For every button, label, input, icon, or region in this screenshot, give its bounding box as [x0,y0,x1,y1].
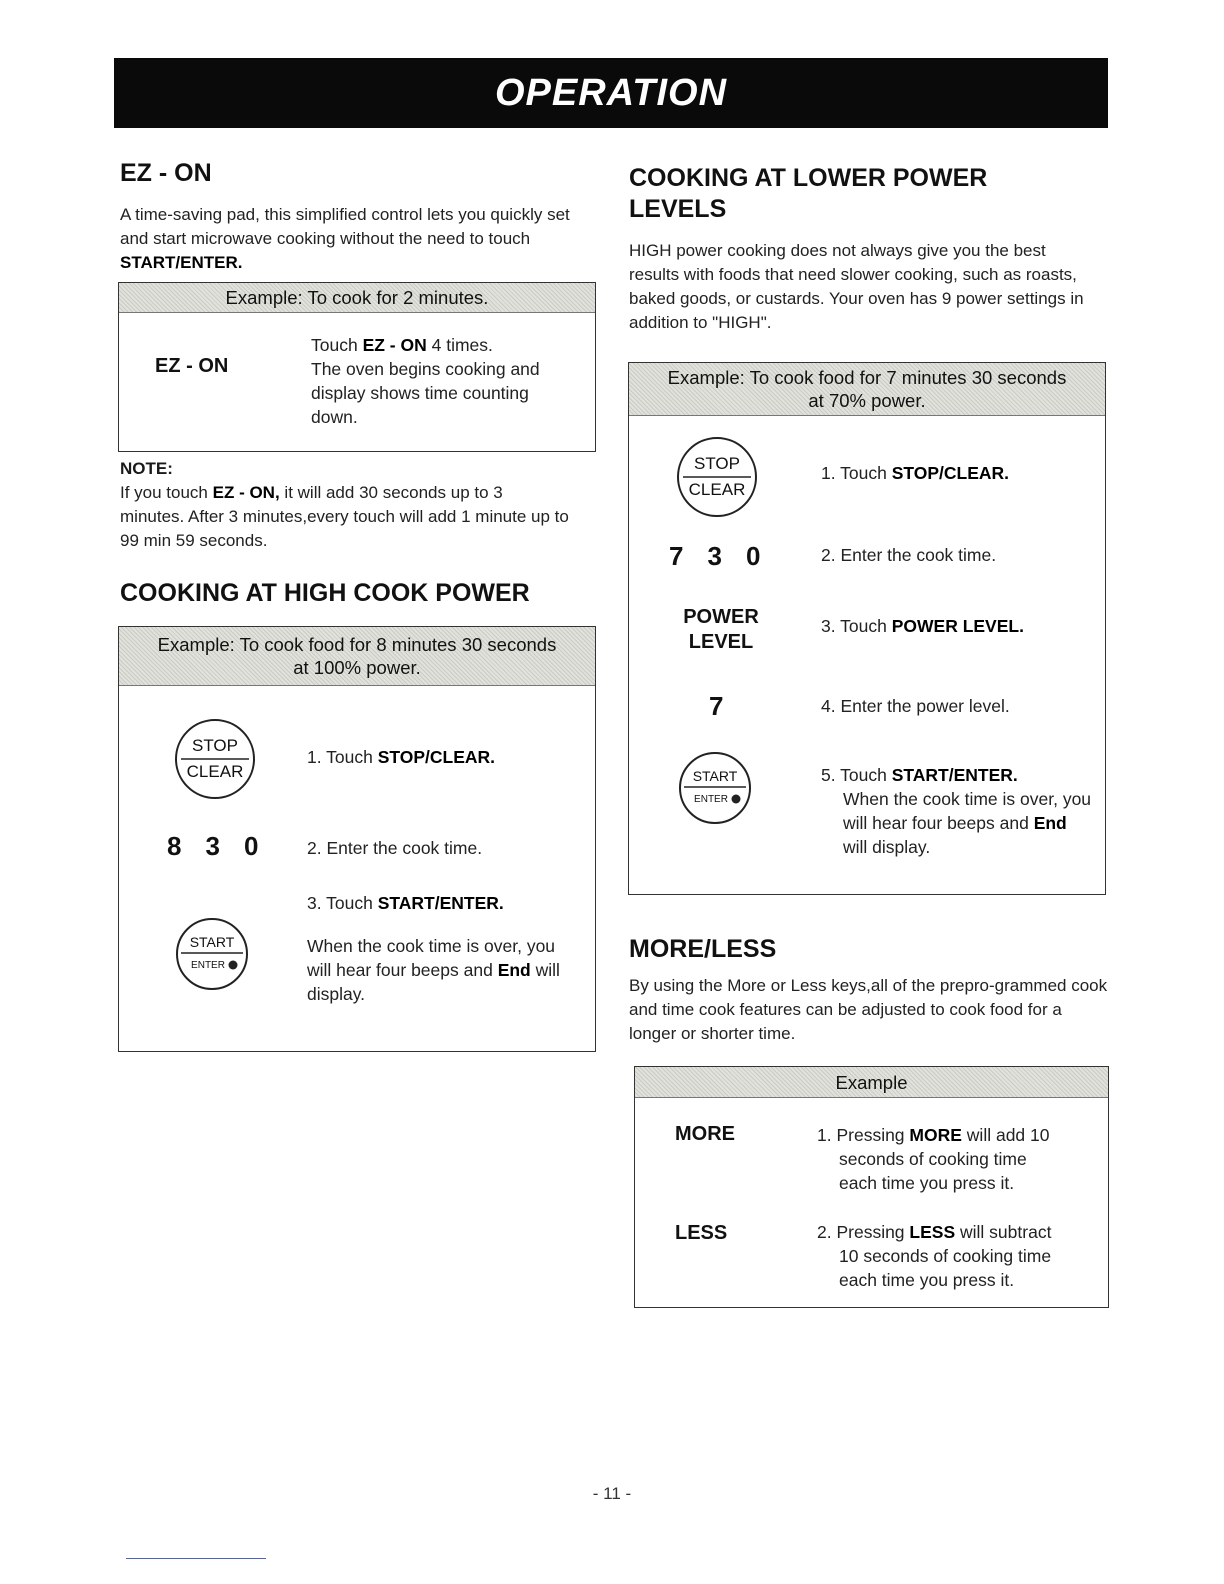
more-step-bold: MORE [909,1125,962,1145]
lower-power-heading-line2: LEVELS [629,195,727,223]
less-key-label: LESS [675,1222,728,1244]
high-power-example-title [119,627,595,686]
enter-key-bottom-label: ENTER [694,794,728,805]
more-key-label: MORE [675,1123,735,1145]
high-power-result [307,934,567,1006]
ez-on-step [311,333,571,429]
lower-power-example-line2: at 70% power. [808,390,926,411]
lower-power-step5-pre: 5. Touch [821,765,887,785]
ez-on-key-label: EZ - ON [155,355,229,377]
more-step-post: will add 10 [966,1125,1050,1145]
footer-rule [126,1558,266,1559]
digit-3: 3 [205,831,220,861]
ez-on-note-text [120,481,570,553]
page-header-banner [114,58,1108,128]
start-enter-key-icon [674,747,756,829]
lower-power-step5-bold: START/ENTER. [891,765,1018,785]
lower-power-heading-line1: COOKING AT LOWER POWER [629,164,988,192]
start-key-top-label: START [189,934,235,950]
high-power-digits [167,831,258,862]
high-power-heading: COOKING AT HIGH COOK POWER [120,579,530,607]
lower-power-step5 [821,763,1018,787]
lower-power-step3-pre: 3. Touch [821,616,887,636]
ez-on-step-bold: EZ - ON [362,335,427,355]
page-number: - 11 - [592,1484,632,1503]
ez-on-note-post: it will add 30 seconds up to 3 minutes. After 3 minutes,every touch will add 1 minute up to 99 min 59 seconds. [120,483,569,550]
ez-on-step-post: 4 times. [431,335,493,355]
ez-on-note-bold: EZ - ON, [212,483,280,502]
lower-power-example-line1: Example: To cook food for 7 minutes 30 seconds [667,367,1067,388]
lower-power-result-bold: End [1033,813,1067,833]
ez-on-example-box [118,282,596,452]
ez-on-note-pre: If you touch [120,483,208,502]
start-key-top-label: START [692,768,738,784]
ez-on-example-title: Example: To cook for 2 minutes. [119,283,595,313]
more-less-example-box [634,1066,1109,1308]
lower-power-result [843,787,1093,859]
lower-power-result-pre: When the cook time is over, you will hear four beeps and [843,789,1092,833]
lower-power-step3-bold: POWER LEVEL. [891,616,1024,636]
ez-on-intro-text: A time-saving pad, this simplified control lets you quickly set and start microwave cooking without the need to touch [120,205,570,248]
lower-power-step2: 2. Enter the cook time. [821,545,997,565]
digit-0: 0 [243,831,259,861]
more-step [817,1123,1087,1195]
ez-on-step-rest: The oven begins cooking and display shows time counting down. [311,359,540,427]
lower-power-step3 [821,614,1024,638]
lower-power-example-title [629,363,1105,416]
stop-key-top-label: STOP [694,454,740,473]
stop-key-top-label: STOP [192,736,238,755]
high-power-step3-bold: START/ENTER. [377,893,504,913]
stop-clear-key-icon [171,715,259,803]
lower-power-step1-bold: STOP/CLEAR. [891,463,1010,483]
more-less-heading: MORE/LESS [629,935,777,963]
lower-power-step1 [821,461,1009,485]
page-header-title: OPERATION [494,71,728,114]
high-power-step1 [307,745,495,769]
more-less-intro: By using the More or Less keys,all of the prepro-grammed cook and time cook features can be adjusted to cook food for a longer or shorter time. [629,976,1108,1043]
power-level-digit [709,691,723,722]
less-step [817,1220,1087,1292]
start-enter-key-icon [171,913,253,995]
ez-on-intro [120,203,570,275]
stop-clear-key-icon [673,433,761,521]
less-step-bold: LESS [909,1222,956,1242]
enter-key-bottom-label: ENTER [191,960,225,971]
lower-power-intro: HIGH power cooking does not always give you the best results with foods that need slower cooking, such as roasts, baked goods, or custards. Your oven has 9 power settings in addition to "HIGH". [629,241,1084,332]
high-power-step2: 2. Enter the cook time. [307,838,483,858]
power-level-label [679,605,763,655]
more-step-pre: 1. Pressing [817,1125,905,1145]
lower-power-step4: 4. Enter the power level. [821,696,1010,716]
more-less-example-title: Example [635,1067,1108,1098]
less-step-pre: 2. Pressing [817,1222,905,1242]
high-power-result-bold: End [497,960,531,980]
less-step-post: will subtract [960,1222,1052,1242]
lower-power-example-box [628,362,1106,895]
high-power-step1-bold: STOP/CLEAR. [377,747,496,767]
clear-key-bottom-label: CLEAR [688,480,746,499]
digit-8: 8 [167,831,182,861]
ez-on-note [120,457,570,553]
high-power-step3 [307,891,504,915]
high-power-example-line1: Example: To cook food for 8 minutes 30 seconds [157,634,557,655]
ez-on-intro-bold: START/ENTER. [120,253,243,272]
ez-on-note-label: NOTE: [120,459,173,478]
lower-power-heading [629,163,987,225]
digit-7: 7 [669,541,684,571]
lower-power-digits [669,541,760,572]
lower-power-result-post: will display. [843,837,931,857]
digit-7-power: 7 [709,691,724,721]
ez-on-heading: EZ - ON [120,159,212,187]
less-step-rest: 10 seconds of cooking time each time you press it. [839,1246,1052,1290]
digit-0: 0 [745,541,761,571]
ez-on-step-pre: Touch [311,335,358,355]
clear-key-bottom-label: CLEAR [186,762,244,781]
high-power-result-pre: When the cook time is over, you will hear four beeps and [307,936,556,980]
power-label-line2: LEVEL [688,631,754,653]
digit-3: 3 [707,541,722,571]
power-label-line1: POWER [683,606,759,628]
lower-power-step1-pre: 1. Touch [821,463,887,483]
high-power-result-post: will display. [307,960,560,1004]
high-power-step3-pre: 3. Touch [307,893,373,913]
high-power-example-line2: at 100% power. [293,657,421,678]
high-power-step1-pre: 1. Touch [307,747,373,767]
high-power-example-box [118,626,596,1052]
more-step-rest: seconds of cooking time each time you press it. [839,1149,1027,1193]
